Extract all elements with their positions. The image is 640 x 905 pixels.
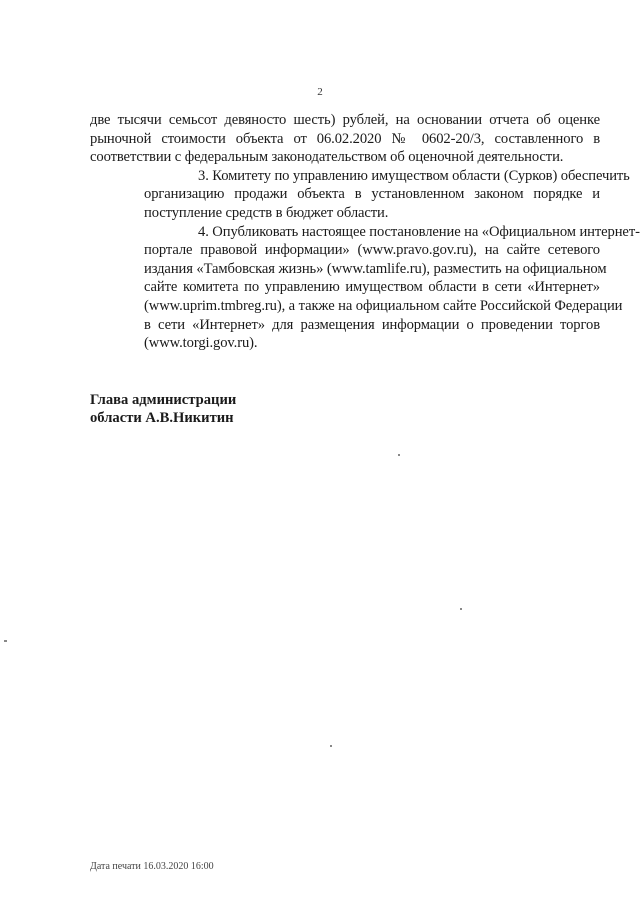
paragraph-item-3 (90, 167, 630, 223)
text-line: сайте комитета по управлению имуществом области в сети «Интернет» (144, 279, 600, 296)
document-body (90, 111, 640, 353)
text-line: (www.torgi.gov.ru). (144, 335, 258, 352)
paragraph-item-4 (90, 223, 640, 353)
text-line: две тысячи семьсот девяносто шесть) рублей, на основании отчета об оценке (90, 112, 600, 128)
scan-speck (398, 454, 400, 456)
scan-speck (4, 640, 7, 642)
text-line: соответствии с федеральным законодательством об оценочной деятельности. (90, 149, 564, 166)
text-line: (www.uprim.tmbreg.ru), а также на официальном сайте Российской Федерации (144, 297, 623, 314)
text-line: портале правовой информации» (www.pravo.gov.ru), на сайте сетевого (144, 242, 600, 259)
text-line: 4. Опубликовать настоящее постановление на «Официальном интернет- (198, 223, 640, 240)
signatory-title: Глава администрации (90, 392, 237, 408)
text-line: в сети «Интернет» для размещения информации о проведении торгов (144, 316, 600, 333)
text-line: рыночной стоимости объекта от 06.02.2020 № 0602-20/3, составленного в (90, 130, 600, 147)
signatory-name: области А.В.Никитин (90, 410, 234, 426)
scan-speck (330, 745, 332, 747)
scan-speck (460, 608, 462, 610)
paragraph-continuation (90, 111, 600, 167)
text-line: 3. Комитету по управлению имуществом области (Сурков) обеспечить (198, 167, 630, 184)
text-line: организацию продажи объекта в установленном законом порядке и (144, 186, 600, 203)
page-number: 2 (317, 86, 323, 98)
text-line: поступление средств в бюджет области. (144, 204, 389, 221)
signature-block (90, 391, 236, 427)
text-line: издания «Тамбовская жизнь» (www.tamlife.ru), разместить на официальном (144, 260, 607, 277)
print-date-footer: Дата печати 16.03.2020 16:00 (90, 861, 214, 872)
